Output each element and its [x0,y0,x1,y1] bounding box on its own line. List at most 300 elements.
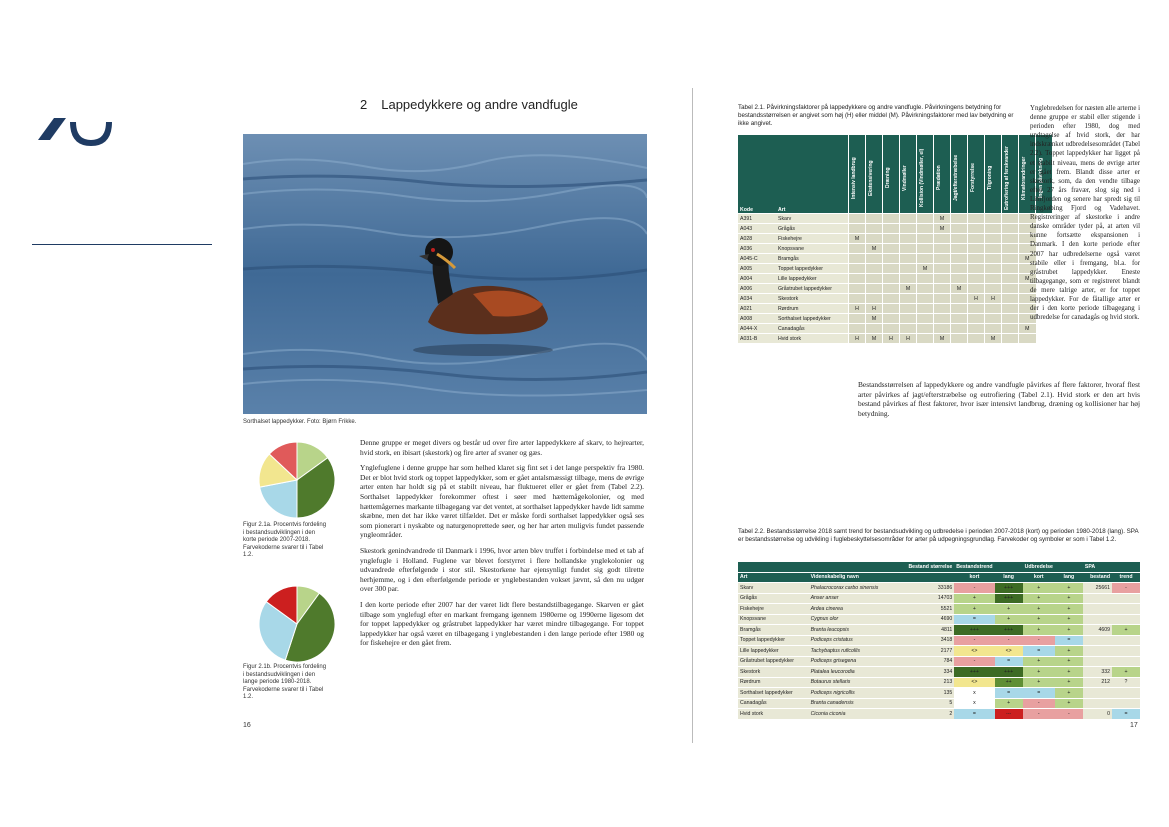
table1-value-cell [883,224,900,234]
table1-value-cell [849,264,866,274]
table1-row [738,314,1052,324]
table1-header-cell: Eutrofiering af ferskvander [1002,135,1019,214]
table1-code-cell: A043 [738,224,776,234]
table1-header-cell: Klimaforandringer [1019,135,1036,214]
table1-value-cell [866,284,883,294]
table2-spa-trend-cell [1112,688,1140,699]
table1-value-cell [968,334,985,344]
table1-value-cell [968,264,985,274]
table2-header-row [738,562,1140,572]
table1-value-cell [866,254,883,264]
table1-value-cell [1002,234,1019,244]
table-impact-factors [738,135,1052,344]
table2-distribution-cell: + [1023,604,1055,615]
table1-row [738,224,1052,234]
table1-row [738,234,1052,244]
table2-species-cell: Hvid stork [738,709,809,720]
table1-value-cell [917,274,934,284]
table1-value-cell [934,244,951,254]
table2-row [738,635,1140,646]
table2-population-cell: 33186 [896,583,954,594]
table1-value-cell [849,224,866,234]
table2-trend-cell: --- [995,709,1023,720]
table1-code-cell: A028 [738,234,776,244]
table2-row [738,667,1140,678]
table1-value-cell [900,304,917,314]
table1-value-cell [883,264,900,274]
table2-row [738,614,1140,625]
table1-row [738,264,1052,274]
table2-distribution-cell: + [1055,625,1083,636]
table1-value-cell [900,254,917,264]
table1-code-cell: A036 [738,244,776,254]
table2-row [738,688,1140,699]
table2-row [738,625,1140,636]
table1-code-cell: A021 [738,304,776,314]
table1-value-cell: M [1019,274,1036,284]
university-logo-icon [36,112,116,146]
page-number-right: 17 [1130,722,1138,729]
table1-value-cell: H [849,334,866,344]
pie-chart-long-period [257,584,337,664]
table2-population-cell: 784 [896,656,954,667]
chapter-number: 2 [360,97,368,112]
table1-value-cell [1002,314,1019,324]
table1-value-cell: H [968,294,985,304]
table1-value-cell [883,304,900,314]
table1-value-cell [985,224,1002,234]
table2-cell: lang [1055,572,1083,583]
table2-trend-cell: = [954,709,994,720]
table2-species-cell: Skestork [738,667,809,678]
table1-value-cell [985,274,1002,284]
table1-code-cell: A008 [738,314,776,324]
table2-trend-cell: <> [995,646,1023,657]
table1-value-cell [866,264,883,274]
table1-value-cell [883,324,900,334]
table2-population-cell: 5 [896,698,954,709]
table1-value-cell [849,324,866,334]
table2-trend-cell: + [995,604,1023,615]
mid-body-text: Bestandsstørrelsen af lappedykkere og andre vandfugle påvirkes af flere faktorer, hvoraf flest arter påvirkes af jagt/efterstræbelse og eutrofiering (Tabel 2.1). Hvid stork er den art hvis bestand påvirkes af flest faktorer, hvor især intensivt landbrug, dræning og kollisioner har høj betydning. [858,380,1140,418]
table2-cell: Art [738,572,809,583]
table2-species-cell: Skarv [738,583,809,594]
table2-distribution-cell: + [1023,677,1055,688]
table1-value-cell [883,294,900,304]
table2-species-cell: Fiskehejre [738,604,809,615]
table2-spa-population-cell [1083,604,1112,615]
table1-value-cell [883,254,900,264]
table1-species-cell: Canadagås [776,324,849,334]
paragraph: Denne gruppe er meget divers og består ud over fire arter lappedykkere af skarv, to hejrearter, hvid stork, en ibisart (skestork) og fire arter af svaner og gæs. [360,438,644,457]
table1-code-cell: A004 [738,274,776,284]
table2-species-cell: Rørdrum [738,677,809,688]
table1-row [738,254,1052,264]
table1-header-cell: Intensiv landbrug [849,135,866,214]
table1-header-cell: Ingen påvirkning [1036,135,1053,214]
table1-value-cell [917,234,934,244]
table1-value-cell [866,274,883,284]
table2-distribution-cell: + [1023,667,1055,678]
table1-value-cell [917,314,934,324]
right-column-text: Ynglebredelsen for næsten alle arterne i denne gruppe er stabil eller stigende i perioden efter 1980, dog med undtagelse af hvid stork, der har indskrænket udbredelsesområdet (Tabel 2.2). Toppet lappedykker har ligget på et stabilt niveau, mens de øvrige arter er gået frem. Blandt disse arter er skestork, som, da den vendte tilbage efter 27 års fravær, slog sig ned i Limfjorden og senere har spredt sig til Ringkøbing Fjord og Vadehavet. Registreringer af skestorke i andre danske områder tyder på, at arten vil kunne fortsætte ekspansionen i Danmark. I den korte periode efter 2007 har udbredelserne også været stabile eller i fremgang, bl.a. for gråstrubet lappedykker. Eneste tilbagegange, som er registreret blandt de mere talrige arter, er for toppet lappedykker. For de fåtallige arter er der i den korte periode tilbagegang i udbredelse for canadagås og hvid stork. [1030,105,1141,322]
table1-value-cell [985,254,1002,264]
table1-value-cell [951,274,968,284]
table1-value-cell [900,264,917,274]
table1-value-cell [883,314,900,324]
table2-distribution-cell: + [1055,593,1083,604]
table1-code-cell: A034 [738,294,776,304]
chapter-heading [360,97,592,112]
table2-spa-population-cell [1083,698,1112,709]
table1-species-cell: Toppet lappedykker [776,264,849,274]
table1-value-cell: H [883,334,900,344]
table1-value-cell [968,254,985,264]
table1-value-cell [951,234,968,244]
table1-header-cell: Kode [738,135,776,214]
table1-code-cell: A031-B [738,334,776,344]
table2-species-cell: Sorthalset lappedykker [738,688,809,699]
table1-value-cell [934,274,951,284]
table2-spa-population-cell: 332 [1083,667,1112,678]
table2-spa-trend-cell [1112,593,1140,604]
table2-spa-trend-cell [1112,656,1140,667]
table1-value-cell [934,254,951,264]
table2-spa-trend-cell [1112,646,1140,657]
chapter-title: Lappedykkere og andre vandfugle [381,97,578,112]
table2-distribution-cell: - [1055,709,1083,720]
table2-distribution-cell: + [1023,614,1055,625]
table1-value-cell: H [866,304,883,314]
table1-value-cell [968,234,985,244]
table1-value-cell: M [951,284,968,294]
table1-value-cell: M [934,334,951,344]
table2-cell: trend [1112,572,1140,583]
table2-cell [995,562,1023,572]
table1-value-cell: M [934,214,951,224]
table1-value-cell [985,214,1002,224]
table1-value-cell [866,224,883,234]
table2-trend-cell: +++ [995,667,1023,678]
table2-distribution-cell: - [1023,635,1055,646]
table2-trend-cell: + [954,593,994,604]
table1-value-cell [951,314,968,324]
table2-distribution-cell: = [1023,646,1055,657]
table1-value-cell [900,234,917,244]
table2-trend-cell: - [954,635,994,646]
table1-caption: Tabel 2.1. Påvirkningsfaktorer på lappedykkere og andre vandfugle. Påvirkningens betydning for bestandsstørrelsen er angivet som høj (H) eller middel (M). Påvirkningsfaktorer med lav betydning er ikke angivet. [738,104,1014,127]
table1-header-cell: Prædation [934,135,951,214]
table1-value-cell: M [1019,324,1036,334]
table1-value-cell [849,274,866,284]
table1-value-cell [866,294,883,304]
table1-value-cell [1002,294,1019,304]
table1-row [738,244,1052,254]
table2-trend-cell: <> [954,677,994,688]
table1-value-cell: M [866,244,883,254]
table1-value-cell: M [917,264,934,274]
table2-distribution-cell: + [1023,625,1055,636]
table1-row [738,294,1052,304]
table2-row [738,677,1140,688]
table1-code-cell: A006 [738,284,776,294]
table2-spa-trend-cell: = [1112,709,1140,720]
table2-trend-cell: +++ [954,625,994,636]
table2-species-cell: Gråstrubet lappedykker [738,656,809,667]
table2-population-cell: 14703 [896,593,954,604]
table1-value-cell [849,244,866,254]
table2-spa-population-cell [1083,635,1112,646]
table1-value-cell [883,244,900,254]
table1-value-cell [917,214,934,224]
table2-trend-cell: + [995,698,1023,709]
table2-species-cell: Canadagås [738,698,809,709]
table2-distribution-cell: + [1055,688,1083,699]
table1-value-cell [934,294,951,304]
table1-value-cell [917,294,934,304]
table1-value-cell [985,234,1002,244]
table1-value-cell [1002,304,1019,314]
table2-distribution-cell: + [1055,656,1083,667]
table2-trend-cell: - [995,635,1023,646]
table2-cell [738,562,809,572]
table2-population-cell: 5521 [896,604,954,615]
table2-cell: Bestand størrelse [896,562,954,572]
table1-value-cell [968,214,985,224]
table2-trend-cell: + [995,614,1023,625]
table1-value-cell [968,244,985,254]
table2-spa-population-cell: 4609 [1083,625,1112,636]
page-number-left: 16 [243,722,251,729]
table1-value-cell [849,254,866,264]
table1-value-cell [900,324,917,334]
table2-scientific-name-cell: Branta leucopsis [809,625,896,636]
table2-trend-cell: ++ [995,677,1023,688]
table2-cell: kort [954,572,994,583]
table1-value-cell [968,314,985,324]
table1-value-cell [917,254,934,264]
table1-value-cell: H [849,304,866,314]
table1-value-cell [883,234,900,244]
table1-value-cell [985,264,1002,274]
table2-scientific-name-cell: Botaurus stellaris [809,677,896,688]
table2-trend-cell: - [954,583,994,594]
table2-spa-population-cell: 25661 [1083,583,1112,594]
table2-cell: lang [995,572,1023,583]
table1-value-cell [934,234,951,244]
table2-row [738,698,1140,709]
table1-value-cell [934,324,951,334]
table2-population-cell: 3418 [896,635,954,646]
table-population-trend [738,562,1140,720]
table2-spa-population-cell [1083,688,1112,699]
table2-scientific-name-cell: Podiceps nigricollis [809,688,896,699]
table2-species-cell: Bramgås [738,625,809,636]
table2-species-cell: Grågås [738,593,809,604]
table2-row [738,583,1140,594]
table1-code-cell: A044-X [738,324,776,334]
table2-distribution-cell: = [1023,688,1055,699]
table1-value-cell [951,224,968,234]
table2-distribution-cell: + [1055,614,1083,625]
table2-trend-cell: +++ [995,593,1023,604]
paragraph: Skestork genindvandrede til Danmark i 1996, hvor arten blev truffet i forbindelse med et tab af ynglefugle i Holland. Fuglene var blevet forstyrret i flere hollandske ynglekolonier og udvandrede efterfølgende i stor stil. Skestorkene har ejensynligt fundet sig godt tilrette herhjemme, og i den efterfølgende periode er ynglebestanden vokset jævnt, så den nu udgør over 300 par. [360,545,644,594]
table1-value-cell [900,294,917,304]
table2-cell: SPA [1083,562,1112,572]
table2-row [738,604,1140,615]
table2-scientific-name-cell: Ardea cinerea [809,604,896,615]
table1-value-cell [968,284,985,294]
table1-header-cell: Tilgroning [985,135,1002,214]
page-spine [692,88,693,743]
table2-spa-trend-cell [1112,698,1140,709]
paragraph: Ynglefuglene i denne gruppe har som helhed klaret sig fint set i det lange perspektiv fra 1980. Det er blot hvid stork og toppet lappedykker, som er gået antalsmæssigt tilbage, mens de øvrige arter enten har holdt sig på et stabilt niveau, har fluktueret eller er gået frem (Tabel 2.2). Sorthalset lappedykker forekommer oftest i søer med hættemågekolonier, og med hættemågernes markante tilbagegang var det ventet, at sorthalset lappedykker havde lidt samme skæbne, men det har ikke været tilfældet. Det er måske fordi sorthalset lappedykker også ses som pionerart i nyskabte og naturgenoprettede søer, og her har arten muligvis fundet passende yngleområder. [360,463,644,540]
table1-code-cell: A391 [738,214,776,224]
table1-value-cell [951,304,968,314]
table1-value-cell: M [900,284,917,294]
table2-cell [1055,562,1083,572]
table1-header-cell: Jagt/efterstræbelse [951,135,968,214]
table2-scientific-name-cell: Cygnus olor [809,614,896,625]
table2-distribution-cell: + [1055,583,1083,594]
figure-a-caption: Figur 2.1a. Procentvis fordeling i bestandsudviklingen i den korte periode 2007-2018. Farvekoderne svarer til i Tabel 1.2. [243,522,327,558]
table1-value-cell [1002,224,1019,234]
table1-value-cell [1002,284,1019,294]
table2-cell: bestand [1083,572,1112,583]
table2-cell: Bestandstrend [954,562,994,572]
table1-species-cell: Knopsvane [776,244,849,254]
table1-value-cell [1002,334,1019,344]
table1-value-cell [968,274,985,284]
table2-scientific-name-cell: Tachybaptus ruficollis [809,646,896,657]
table2-distribution-cell: + [1055,604,1083,615]
table1-value-cell [934,284,951,294]
table1-code-cell: A045-C [738,254,776,264]
table2-scientific-name-cell: Podiceps grisegena [809,656,896,667]
table2-spa-trend-cell [1112,604,1140,615]
table2-cell: Udbredelse [1023,562,1055,572]
table2-distribution-cell: + [1055,646,1083,657]
table1-value-cell [934,304,951,314]
grebe-photo [243,134,647,414]
table1-value-cell [917,304,934,314]
table1-header-row [738,135,1052,214]
table2-distribution-cell: + [1023,583,1055,594]
table1-value-cell [968,224,985,234]
table2-distribution-cell: - [1023,709,1055,720]
table2-cell [1112,562,1140,572]
left-body-text [360,438,644,654]
table2-scientific-name-cell: Branta canadensis [809,698,896,709]
table1-code-cell: A005 [738,264,776,274]
table1-value-cell: M [985,334,1002,344]
table1-header-cell: Ekstensivering [866,135,883,214]
table2-distribution-cell: = [1055,635,1083,646]
table1-value-cell [1002,244,1019,254]
table1-value-cell [985,284,1002,294]
table2-scientific-name-cell: Anser anser [809,593,896,604]
table1-value-cell [1019,334,1036,344]
table2-scientific-name-cell: Platalea leucorodia [809,667,896,678]
table1-value-cell [951,324,968,334]
table1-value-cell [951,334,968,344]
table1-value-cell [866,234,883,244]
table2-row [738,656,1140,667]
table1-value-cell [917,244,934,254]
table2-caption: Tabel 2.2. Bestandsstørrelse 2018 samt trend for bestandsudvikling og udbredelse i perioden 2007-2018 (kort) og perioden 1980-2018 (lang). SPA er bestandsstørrelse og udvikling i fuglebeskyttelsesområder for arter på udpegningsgrundlag. Farvekoder og symboler er som i Tabel 1.2. [738,528,1139,543]
table1-value-cell: M [866,334,883,344]
table1-value-cell: M [849,234,866,244]
table1-species-cell: Gråstrubet lappedykker [776,284,849,294]
table1-value-cell [883,274,900,284]
table2-spa-population-cell [1083,593,1112,604]
table2-population-cell: 135 [896,688,954,699]
table2-spa-population-cell [1083,646,1112,657]
table1-row [738,274,1052,284]
table2-trend-cell: x [954,698,994,709]
table1-species-cell: Bramgås [776,254,849,264]
table2-trend-cell: = [995,656,1023,667]
table1-value-cell [900,224,917,234]
table2-species-cell: Toppet lappedykker [738,635,809,646]
table1-value-cell: H [985,294,1002,304]
table1-value-cell: M [866,314,883,324]
paragraph: I den korte periode efter 2007 har der været lidt flere bestandstilbagegange. Skarven er gået tilbage som ynglefugl efter en markant fremgang igennem 1980erne og 1990erne ligesom det for toppet lappedykker og gråstrubet lappedykker har været mindre tilbagegange. For toppet lappedykker har også været en tilbagegang i ynglebestanden i den lange periode efter 1980 og for fiskehejre er den gået frem. [360,599,644,648]
table1-value-cell [1002,254,1019,264]
table1-value-cell [951,244,968,254]
table2-distribution-cell: + [1023,593,1055,604]
table1-value-cell [951,214,968,224]
table1-value-cell [951,254,968,264]
table2-row [738,593,1140,604]
table1-value-cell [1002,214,1019,224]
table1-value-cell [883,214,900,224]
table2-spa-population-cell [1083,614,1112,625]
table2-spa-trend-cell: ? [1112,677,1140,688]
table1-value-cell [849,214,866,224]
table1-value-cell [849,284,866,294]
table2-spa-trend-cell: + [1112,625,1140,636]
table2-distribution-cell: + [1023,656,1055,667]
table1-species-cell: Fiskehejre [776,234,849,244]
table1-value-cell [917,284,934,294]
table2-cell [896,572,954,583]
table1-species-cell: Skestork [776,294,849,304]
table1-value-cell [985,324,1002,334]
table2-population-cell: 4690 [896,614,954,625]
table1-row [738,304,1052,314]
table1-value-cell: H [900,334,917,344]
table1-species-cell: Sorthalset lappedykker [776,314,849,324]
table2-row [738,646,1140,657]
table1-value-cell [849,294,866,304]
table2-trend-cell: + [954,604,994,615]
table2-trend-cell: = [995,688,1023,699]
table1-row [738,214,1052,224]
table2-trend-cell: +++ [995,583,1023,594]
table1-value-cell [1002,264,1019,274]
table2-species-cell: Lille lappedykker [738,646,809,657]
table1-row [738,284,1052,294]
table2-spa-trend-cell: - [1112,583,1140,594]
table2-spa-trend-cell: + [1112,667,1140,678]
table1-value-cell [900,274,917,284]
table2-distribution-cell: + [1055,667,1083,678]
table1-value-cell [934,264,951,274]
table1-value-cell [1002,324,1019,334]
table2-distribution-cell: - [1023,698,1055,709]
table1-value-cell [917,224,934,234]
